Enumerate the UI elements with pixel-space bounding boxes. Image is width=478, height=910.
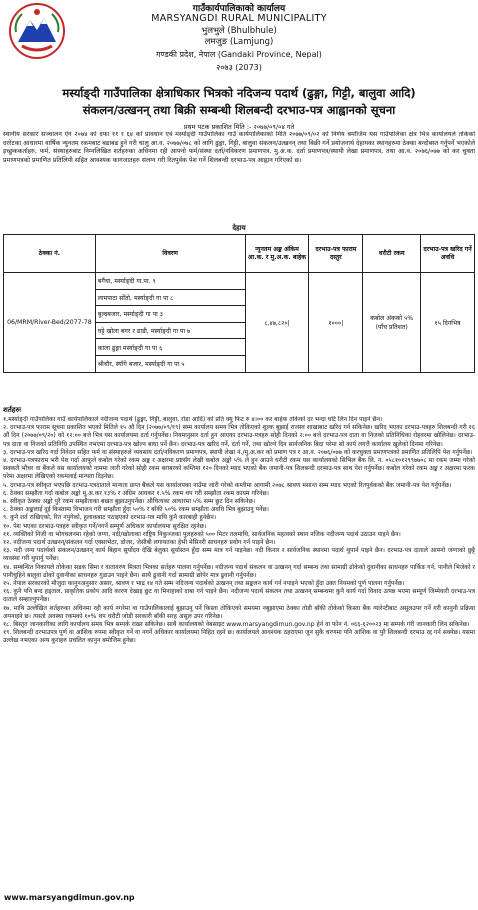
header-deposit: धरौटी रकम: [363, 235, 421, 273]
condition-item: ३. दरभाउ-पत्र खरिद गर्दा निवेदन सहित फर्म वा संस्थाहरुले व्यवसाय दर्ता/नविकरण प्रमाणपत्र, स्थायी लेखा नं./मु.अ.कर को प्रमाण पत्र र आ.व. २०७६/०७७ को करचुक्ता प्रमाणपत्रको प्रमाणित प्रतिलिपि पेश गर्नुपर्नेछ।: [3, 448, 473, 456]
condition-item: १५. नेपाल सरकारको मौजुदा कानुनअनुसार असार, श्रावण र भाद्र १४ गते सम्म नदिजन्य पदार्थको उत्खनन् तथा सङ्कलन कार्य गर्न नपाइने भएको हुँदा उक्त नियमको पूर्ण पालना गर्नुपर्नेछ।: [3, 580, 405, 588]
condition-item: १३. नदी जन्य पदार्थको संकलन/उत्खनन् कार्य बिहान सुर्योदय देखि बेलुका सुर्यास्तन हुँदा सम्म मात्र गर्न पाइनेछ। नदी किनार र सार्वजनिक स्थानमा पदार्थ थुपार्न पाइने छैन। दरभाउ-पत्र दाताले आफ्नो जग्गाको छुट्टै व्यवस्था गरी थुपार्नु पर्नेछ।: [3, 547, 475, 563]
district-np: लमजुङ: [204, 37, 228, 47]
site-item: श्रीचौर, स्याँगे बजार, मर्स्याङ्दी गा पा ५: [95, 355, 245, 372]
condition-item: १७. माथि उल्लेखित शर्तहरुका अधिनमा रही कार्य नगरेमा वा गाउँपालिकालाई बुझाउनु पर्ने किस्ता तोकिएको समयमा नबुझाएमा ठेक्का तोडी बाँकी तोकेको किस्ता बैंक ग्यारेन्टीबाट असुलउपर गर्ने गरी कानुनी प्रक्रिया अपनाइने छ। त्यस्तो अवस्था रकमको १०% थप धरौटी जोडी सरकारी बाँकी सरह असुल उपर गरिनेछ।: [3, 604, 475, 620]
site-item: काला ढुङ्गा मर्स्याङ्दी गा पा ६: [95, 339, 245, 356]
condition-item: ५. दरभाउ-पत्र स्वीकृत भएपछि दरभाउ-पत्रदाताले मान्यता प्राप्त बैंकले यस कार्यालयका नाउँमा जारी गरेको कम्तीमा आगामी २०७८ श्रावण मसान्त सम्म म्याद भएको रितपुर्वकको बैंक जमानी-पत्र पेश गर्नुपर्नेछ।: [3, 481, 452, 489]
condition-item: ७. स्वीकृत ठेक्का अङ्को पुरै रकम सम्झौताका बखत बुझाउनुपर्नेछ। औचित्यका आधारमा ५% सम्म छुट दिन सकिनेछ।: [3, 498, 256, 506]
conditions-heading: शर्तहरुः: [3, 406, 22, 414]
deposit-value: कबोल अंकको ५% (पाँच प्रतिशत): [363, 273, 421, 373]
condition-item: १०. पेश भएका दरभाउ-पत्रहरु स्वीकृत गर्ने/नगर्ने सम्पूर्ण अधिकार कार्यालयमा सुरक्षित रहनेछ।: [3, 522, 207, 530]
table-row: [4, 273, 475, 290]
website-link[interactable]: www.marsyangdimun.gov.np: [4, 893, 135, 902]
publish-date: प्रथम पटक प्रकाशित मिति :- २०७७/०९/०४ गते: [183, 123, 295, 131]
site-item: बुल्दबजार, मर्स्याङ्दी गा पा ३: [95, 306, 245, 323]
condition-item: १.मर्स्याङ्दी गाउँपालिका गाउँ कार्यपालिकाले नदीजन्य पदार्थ (ढुङ्गा, गिट्टी, बालुवा, रोडा आदि) को प्रति क्यु फिट रु ४।०० कर बाहेक तोकेको दर भन्दा घटि लिन दिन पाइने छैन।: [3, 416, 383, 423]
contract-number: 06/MRM/River-Bed/2077-78: [4, 273, 96, 373]
header-contract-no: ठेक्का नं.: [4, 235, 96, 273]
location-en: (Bhulbhule): [227, 26, 277, 36]
header-deadline: दरभाउ-पत्र खरिद गर्ने अवधि: [421, 235, 475, 273]
table-header-row: [4, 235, 475, 273]
condition-item: १८. बिस्तृत जानकारीका लागि कार्यालय समय भित्र सम्पर्क राख्न सकिनेछ। साथै कार्यालयको वेबसाइट www.marsyangdimun.gov.np हेर्न वा फोन नं. ०६६-६२००२३ मा सम्पर्क गरी जानकारी लिन सकिनेछ।: [3, 621, 470, 629]
condition-item: १६. कुनै पनि बन्द हड्ताल, प्राकृतिक प्रकोप आदि कारण देखाइ छुट वा मिनाहाको दाबा गर्न पाइने छैन। नदीजन्य पदार्थ संकलन तथा उत्खनन् सम्बन्धमा कुनै कार्य गर्दा विवाद उत्पन्न भएमा सम्पूर्ण जिम्मेवारी दरभाउ-पत्र दाताले सम्हाल्नुपर्नेछ।: [3, 588, 475, 604]
site-item: घट्टे खोला बगर र ढाडी, मर्स्याङ्दी गा पा ७: [95, 322, 245, 339]
site-item: बगैंचा, मर्स्याङ्दी गा.पा. ९: [95, 273, 245, 290]
conditions-list: [3, 416, 475, 888]
site-item: लामपाटा सोँतो, मर्स्याङ्दी गा पा ८: [95, 289, 245, 306]
establish-year: २०७३ (2073): [216, 63, 262, 72]
deadline-value: १५ दिनभित्र: [421, 273, 475, 373]
header-min-amount: न्युनतम अङ्क अंकिम आ.क. र मु.अ.क. बाहेक: [245, 235, 309, 273]
municipality-name-en: MARSYANGDI RURAL MUNICIPALITY: [151, 13, 327, 24]
condition-item: ११. व्यक्तिको निजी वा भोगचलनमा रहेको जग्गा, नदी/खोलाका राष्ट्रिय निकुञ्जका पुलहरुको ५०० मिटर तलमाथि, सार्वजनिक महत्वको स्थान नजिक नदीजन्य पदार्थ उठाउन पाइने छैन।: [3, 530, 401, 538]
location-np: भुलभुले: [201, 26, 225, 36]
condition-item: ९. कुनै शर्त राखिएको, रित नपुगेको, हुलाकबाट पठाइएको दरभाउ-पत्र माथि कुनै कारबाही हुनेछैन।: [3, 514, 217, 522]
condition-item: १९. शिलबन्दी दरभाउपत्र पूर्ण वा आंशिक रुपमा स्वीकृत गर्ने वा नगर्ने अधिकार कार्यालयमा निहित रहने छ। कार्यालयले आवश्यक ठहराएमा जुन सुकै चरणमा पनि आंशिक वा पुरै शिलबन्दी दरभाउ रद्द गर्न सक्नेछ। यसमा उल्लेख नभएका अन्य कुराहरु प्रचलित कानुन बमोजिम हुनेछ।: [3, 629, 475, 645]
details-heading: देहाय: [232, 224, 246, 232]
min-amount-value: ८,४७,८२०|: [245, 273, 309, 373]
condition-item: ४. दरभाउ-पत्रफाराम भरी पेश गर्दा आफूले कबोल गरेको रकम अङ्क र अक्षरमा प्रष्टसँग लेखी कबोल अङ्को ५% ले हुन आउने धरौटी रकम यस कार्यालयको सिभिल बैंक लि. न. ०५८१०१२९९७७०८ मा रकम जम्मा गरेको सक्कलै भौचर वा बैंकले यस कार्यालयको नाममा जारी गरेको सोही रकम बराबरको कम्तिमा १२० दिनको म्याद भएको बैंक जमानी-पत्र शिलबन्दी दरभाउ-पत्र साथ पेश गर्नुपर्नेछ। कबोल गरेको रकम अङ्क र अक्षरमा फरक परेमा अक्षरमा लेखिएको रकमलाई मान्यता दिइनेछ।: [3, 457, 475, 481]
form-fee-value: १०००|: [309, 273, 363, 373]
header-form-fee: दरभाउ-पत्र फाराम दस्तुर: [309, 235, 363, 273]
header-description: विवरण: [95, 235, 245, 273]
office-name-np: गाउँकार्यपालिकाको कार्यालय: [192, 4, 286, 14]
notice-title-line2: संकलन/उत्खनन् तथा बिक्री सम्बन्धी शिलबन्दी दरभाउ-पत्र आह्वानको सूचना: [82, 103, 396, 117]
location-lamjung: [0, 36, 478, 47]
district-en: (Lamjung): [229, 37, 274, 47]
province-line: गण्डकी प्रदेश, नेपाल (Gandaki Province, Nepal): [156, 50, 322, 59]
location-bhulbhule: [0, 25, 478, 36]
condition-item: १४. सम्बन्धित निकायले तोकेका सडक सिमा र वातावरण मित्रता भित्रका सर्तहरु पालना गर्नुपर्नेछ। नदीजन्य पदार्थ संकलन वा उत्खनन् गर्दा सम्बन्ध तथा सामाग्री ढोकेको दुवानीका साधनहरु पार्किङ गर्न, पानीले भिजेको र पानीचुहिने बालुवा ढोको दुवानीका साधनहरु गुडाउन पाइने छैन। साथै ढुवानी गर्दा सामाग्री छोपेर मात्र ढुवानी गर्नुपर्नेछ।: [3, 563, 475, 579]
condition-item: ६. ठेक्का सम्झौता गर्दा कबोल अङ्को मू.अ.कर १३% र अग्रिम आयकर १.५% रकम थप गरी सम्झौता रकम कायम गरिनेछ।: [3, 489, 269, 497]
letterhead: [0, 0, 478, 84]
condition-item: १२. नदीजन्य पदार्थ उत्खनन्/संकलन गर्दा एक्साभेटर, डोजर, जेसीबी लगायतका हेभी मेसिनरी साधनहरु प्रयोग गर्न पाइने छैन।: [3, 539, 276, 547]
intro-paragraph: स्थानीय सरकार सञ्चालन ऐन २०७४ को दफा ११ र ६४ को प्रावधान एवं मर्स्याङ्दी गाउँपालिका गाउँ कार्यपालिकाको मिति २०७७/०९/०२ को निर्णय बमोजिम यस गाउँपालिका क्षेत्र भित्र कार्यालयले तोकेको दररेटका आधारमा वार्षिक न्युनतम रकमबाट बढाबढ हुने गरी चालु आ.व. २०७७/०७८ को लागि ढुङ्गा, गिट्टी, बालुवा संकलन/उत्खनन् तथा बिक्री गर्ने प्रयोजनार्थ देहायका स्थानहरुमा ठेक्का बन्दोबस्त गर्नुपर्ने भएकोले इच्छुककर्ताहरु, फर्म, संस्थाहरुबाट निम्नलिखित शर्तहरुका अधिनमा रही आफ्नो फर्म/संस्था दर्ता/नविकरण प्रमाणपत्र, मु.अ.क. दर्ता प्रमाणपत्र/स्थायी लेखा प्रमाणपत्र, तथा आ.व. २०७६/०७७ को कर चुक्ता प्रमाणपत्रको प्रमाणित प्रतिलिपी सहित आवश्यक कागजातहरु संलग्न गरी रितपुर्वक पेश गर्ने शिलबन्दी दरभाउ-पत्र आह्वान गरिएको छ।: [3, 131, 475, 164]
notice-title-line1: मर्स्याङ्दी गाउँपालिका क्षेत्राधिकार भित्रको नदिजन्य पदार्थ (ढुङ्गा, गिट्टी, बालुवा आदि): [62, 86, 416, 100]
contract-table: [3, 234, 475, 373]
condition-item: २. दरभाउ-पत्र फाराम सूचना प्रकाशित भएको मितिले १५ औ दिन (२०७७/०९/१९) सम्म कार्यालय समय भित्र तोकिएको शुल्क बुझाई राजस्व शाखाबाट खरिद गर्न सकिनेछ। खरिद भएका दरभाउ-पत्रहरु शिलबन्दी गरी १६ औं दिन (२०७७/०९/२०) को १२:०० बजे भित्र यस कार्यालयमा दर्ता गर्नुपर्नेछ। नियमानुसार दर्ता हुन आएका दरभाउ-पत्रहरु सोही दिनको २:०० बजे दरभाउ-पत्र दाता वा निजको प्रतिनिधिका रोहवरमा खोलिनेछ। दरभाउ-पत्र दाता वा निजको प्रतिनिधि उपस्थित नभएमा दरभाउ-पत्र खोल्न बाधा पर्ने छैन। दरभाउ-पत्र खरिद गर्ने, दर्ता गर्ने, तथा खोल्ने दिन सार्वजनिक बिदा परेमा सो कार्य लगत्तै कार्यालय खुलेको दिनमा गरिनेछ।: [3, 424, 475, 448]
condition-item: ८. ठेक्का अङ्कलाई दुई किस्तामा विभाजन गरी सम्झौता हुँदा ५०% र बाँकी ५०% रकम सम्झौता अवधि भित्र बुझाउनु पर्नेछ।: [3, 506, 269, 514]
